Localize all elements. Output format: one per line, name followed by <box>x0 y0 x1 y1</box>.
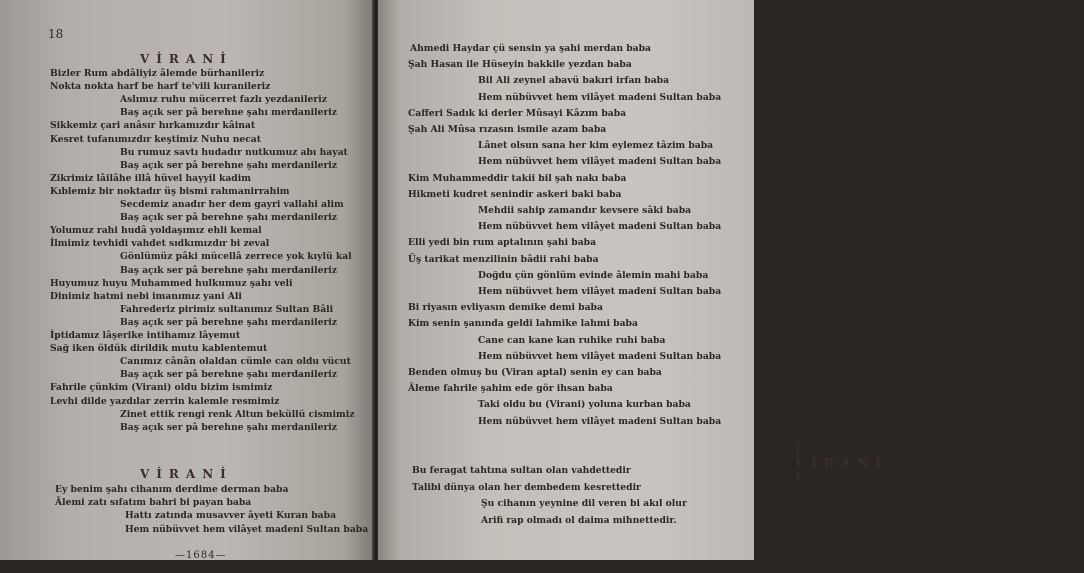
poem-line: Baş açık ser pâ berehne şahı merdanileriz <box>120 369 338 381</box>
poem-line: Sikkemiz çari anâsır hırkamızdır kâinat <box>50 120 256 132</box>
poem-line: Bi riyasın evliyasın demike demi baba <box>408 302 603 314</box>
poem-line: Hem nübüvvet hem vilâyet madeni Sultan baba <box>478 221 722 233</box>
poem-line: Baş açık ser pâ berehne şahı merdanileriz <box>120 107 338 119</box>
poem-line: Şah Ali Mûsa rızasın ismile azam baba <box>408 124 607 135</box>
page-footer: —1684— <box>175 550 227 561</box>
poem-line: Hem nübüvvet hem vilâyet madeni Sultan baba <box>478 415 722 427</box>
poem-line: Kıblemiz bir noktadır üş bismi rahmanirrahim <box>50 185 290 197</box>
poem-line: Talibi dünya olan her dembedem kesrettedir <box>412 481 641 493</box>
poem-line: Mehdii sahip zamandır kevsere sâki baba <box>478 205 692 216</box>
poem-line: Ahmedi Haydar çü sensin ya şahi merdan baba <box>410 43 651 54</box>
poem-line: Gönlümüz pâki mücellâ zerrece yok kıylü kal <box>120 251 352 263</box>
poem-line: Secdemiz anadır her dem gayri vallahi alim <box>120 199 344 210</box>
poem-line: Cane can kane kan ruhike ruhi baba <box>478 334 666 346</box>
poem-line: Nokta nokta harf be harf te'vili kuranileriz <box>50 81 271 93</box>
left-page <box>0 0 374 560</box>
poem-line: Bil Ali zeynel abavü bakıri irfan baba <box>478 75 670 87</box>
poem-line: Bu rumuz savtı hudadır nutkumuz abı hayat <box>120 146 348 158</box>
poem-line: Ey benim şahı cihanım derdime derman baba <box>55 484 289 495</box>
poem-line: Taki oldu bu (Virani) yoluna kurban baba <box>478 399 691 411</box>
right-page <box>378 0 1084 573</box>
poem-line: Baş açık ser pâ berehne şahı merdanileriz <box>120 421 338 433</box>
poem-line: Dinimiz hatmi nebi imanımız yani Ali <box>50 290 242 302</box>
poem-line: Sağ iken öldük dirildik mutu kablentemut <box>50 343 268 355</box>
poem-line: Hem nübüvvet hem vilâyet madeni Sultan baba <box>478 91 722 103</box>
poem-line: Canımız cânân olaldan cümle can oldu vücut <box>120 356 351 368</box>
poem-line: Hikmeti kudret senindir askeri baki baba <box>408 188 622 200</box>
poem-line: Kim senin şanında geldi lahmike lahmi baba <box>408 318 638 330</box>
poem-title-2: VİRANİ <box>140 467 233 481</box>
poem-line: Bizler Rum abdâliyiz âlemde bürhanileriz <box>50 68 265 79</box>
poem-line: Zikrimiz lâilâhe illâ hüvel hayyil kadim <box>50 172 251 184</box>
poem-line: Baş açık ser pâ berehne şahı merdanileriz <box>120 212 338 224</box>
poem-line: Bu feragat tahtına sultan olan vahdettedir <box>412 465 631 476</box>
poem-line: Yolumuz rahi hudâ yoldaşımız ehli kemal <box>50 225 262 237</box>
poem-line: Âleme fahrile şahim ede gör ihsan baba <box>408 383 613 395</box>
poem-line: Üş tarikat menzilinin bâdii rahi baba <box>408 253 599 265</box>
poem-line: Baş açık ser pâ berehne şahı merdanileriz <box>120 316 338 328</box>
poem-line: Fahrederiz pirimiz sultanımız Sultan Bâli <box>120 303 334 315</box>
poem-line: Hem nübüvvet hem vilâyet madeni Sultan baba <box>478 156 722 168</box>
page-number: 19 <box>1069 15 1084 29</box>
poem-line: Arifi rap olmadı ol daima mihnettedir. <box>481 514 677 526</box>
poem-line: Huyumuz huyu Muhammed hulkumuz şahı veli <box>50 277 293 289</box>
poem-line: Hem nübüvvet hem vilâyet madeni Sultan baba <box>478 286 722 297</box>
poem-line: Lânet olsun sana her kim eylemez tâzim baba <box>478 140 714 152</box>
poem-line: İlmimiz tevhidi vahdet sıdkımızdır bi zeval <box>50 238 270 250</box>
poem-line: Baş açık ser pâ berehne şahı merdanileriz <box>120 159 338 171</box>
poem-line: Şah Hasan ile Hüseyin bakkile yezdan baba <box>408 59 632 71</box>
poem-line: Şu cihanın yeynine dil veren bi akıl olur <box>481 498 687 509</box>
poem-line: Elli yedi bin rum aptalının şahi baba <box>408 237 597 249</box>
poem-line: Âlemi zatı sıfatım bahri bi payan baba <box>55 497 252 509</box>
poem-line: Benden olmuş bu (Viran aptal) senin ey can baba <box>408 367 662 378</box>
poem-line: Hem nübüvvet hem vilâyet madeni Sultan baba <box>478 350 722 362</box>
poem-line: İptidamız lâşerike intihamız lâyemut <box>50 330 241 341</box>
poem-line: Aslımız ruhu mücerret fazlı yezdanileriz <box>120 94 327 106</box>
poem-line: Levhi dilde yazdılar zerrin kalemle resmimiz <box>50 395 280 407</box>
poem-line: Hem nübüvvet hem vilâyet madeni Sultan baba <box>125 523 369 535</box>
poem-line: Doğdu çün gönlüm evinde âlemin mahi baba <box>478 269 709 281</box>
poem-line: Cafferi Sadık ki derler Mûsayi Kâzım baba <box>408 107 627 119</box>
poem-title: ( VİRANİ ) <box>795 442 888 484</box>
poem-line: Fahrile çünkim (Virani) oldu bizim ismimiz <box>50 382 273 394</box>
page-footer: —1685— <box>915 540 945 573</box>
poem-line: Baş açık ser pâ berehne şahı merdanileriz <box>120 264 338 276</box>
poem-title: VİRANİ <box>140 52 233 66</box>
poem-line: Hattı zatında musavver âyeti Kuran baba <box>125 510 337 522</box>
poem-line: Zinet ettik rengi renk Altun beküllü cismimiz <box>120 408 355 420</box>
page-number: 18 <box>48 27 64 41</box>
poem-line: Kim Muhammeddir takii bil şah nakı baba <box>408 172 627 184</box>
poem-line: Kesret tufanımızdır keştimiz Nuhu necat <box>50 133 262 145</box>
